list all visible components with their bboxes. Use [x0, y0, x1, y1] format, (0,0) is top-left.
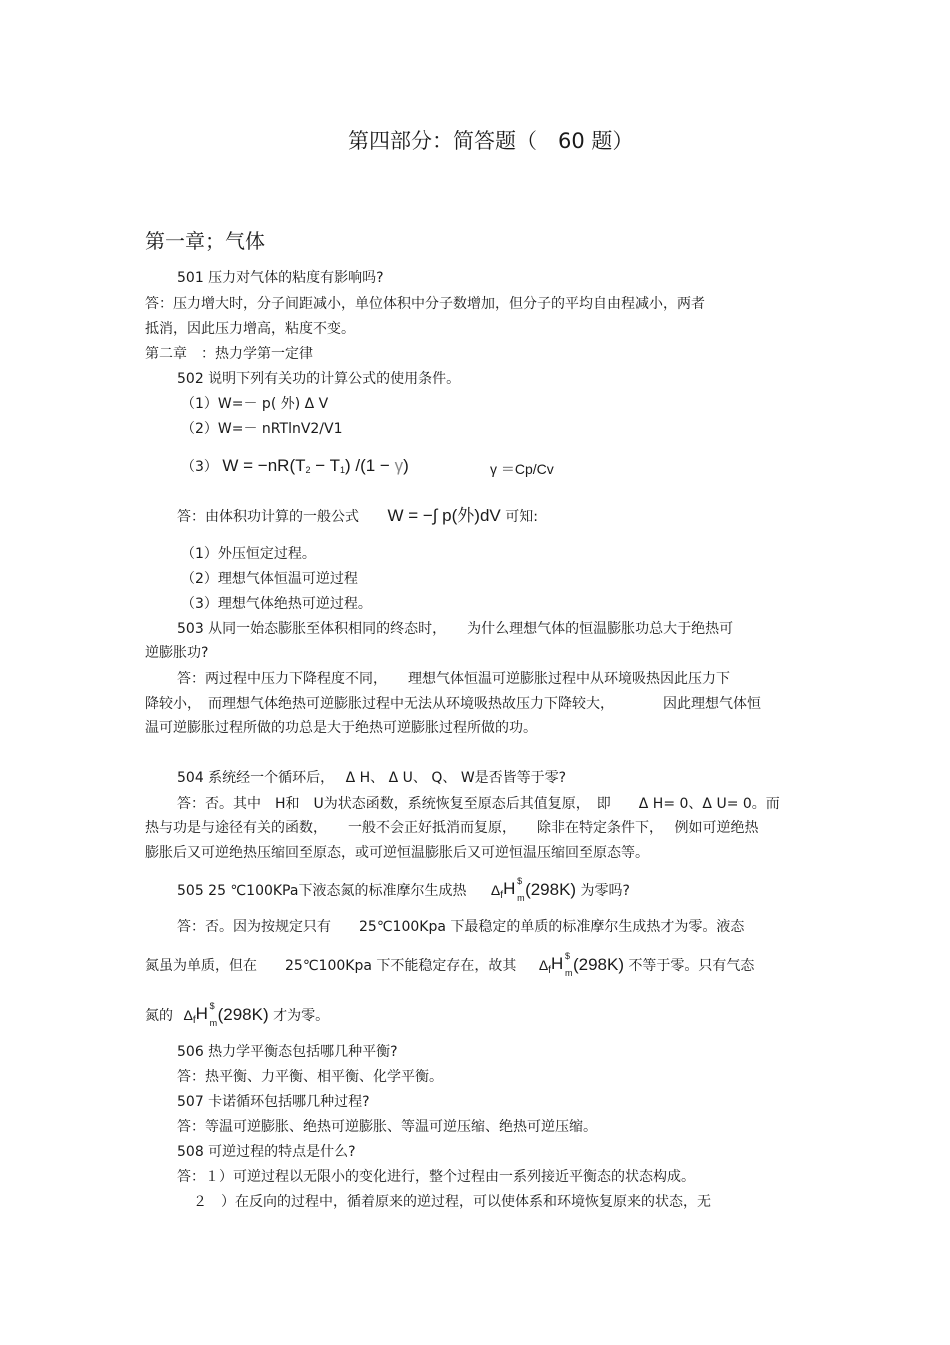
question-503-line-1: 503 从同一始态膨胀至体积相同的终态时， 为什么理想气体的恒温膨胀功总大于绝热可	[177, 621, 734, 637]
chapter-heading-gases: 第一章；气体	[145, 229, 265, 253]
question-502-item-2: （2）W=－ nRTlnV2/V1	[181, 421, 343, 437]
question-504: 504 系统经一个循环后， Δ H、 Δ U、 Q、 W是否皆等于零?	[177, 770, 567, 786]
item-3-label: （3）	[181, 459, 218, 475]
formation-enthalpy-symbol: $\Delta_f$ H $ m (298K)	[183, 1001, 269, 1028]
answer-505-line-1: 答：否。因为按规定只有 25℃100Kpa 下最稳定的单质的标准摩尔生成热才为零。液态	[177, 919, 745, 935]
question-503-line-2: 逆膨胀功?	[145, 645, 209, 661]
answer-506: 答：热平衡、力平衡、相平衡、化学平衡。	[177, 1069, 443, 1085]
question-501: 501 压力对气体的粘度有影响吗?	[177, 270, 384, 286]
answer-508-item-2: ２ ）在反向的过程中，循着原来的逆过程，可以使体系和环境恢复原来的状态，无	[193, 1194, 711, 1210]
answer-504-line-2: 热与功是与途径有关的函数， 一般不会正好抵消而复原， 除非在特定条件下， 例如可逆绝热	[145, 820, 759, 836]
answer-502-item-1: （1）外压恒定过程。	[181, 546, 316, 562]
answer-505-line-2: 氮虽为单质，但在 25℃100Kpa 下不能稳定存在，故其 $\Delta_f$ H $ m (298K) 不等于零。只有气态	[145, 951, 755, 978]
answer-501-line-2: 抵消，因此压力增高，粘度不变。	[145, 321, 355, 337]
question-502-item-1: （1）W=－ p( 外) Δ V	[181, 396, 329, 412]
answer-502-item-3: （3）理想气体绝热可逆过程。	[181, 596, 372, 612]
volume-work-formula: W = −∫ p(外)dV	[387, 506, 501, 525]
answer-501-line-1: 答：压力增大时，分子间距减小，单位体积中分子数增加，但分子的平均自由程减小，两者	[145, 296, 705, 312]
question-502-item-3	[181, 455, 409, 481]
question-507: 507 卡诺循环包括哪几种过程?	[177, 1094, 370, 1110]
answer-503-line-3: 温可逆膨胀过程所做的功总是大于绝热可逆膨胀过程所做的功。	[145, 720, 537, 736]
formation-enthalpy-symbol: $\Delta_f$ H $ m (298K)	[538, 951, 624, 978]
answer-508-item-1: 答：１）可逆过程以无限小的变化进行，整个过程由一系列接近平衡态的状态构成。	[177, 1169, 695, 1185]
chapter-heading-thermo-first-law: 第二章 ：热力学第一定律	[145, 346, 313, 362]
question-508: 508 可逆过程的特点是什么?	[177, 1144, 356, 1160]
answer-504-line-1: 答：否。其中 H和 U为状态函数，系统恢复至原态后其值复原， 即 Δ H= 0、Δ U= 0。而	[177, 796, 780, 812]
formation-enthalpy-symbol: $\Delta_f$ H $ m (298K)	[490, 876, 577, 903]
answer-502-item-2: （2）理想气体恒温可逆过程	[181, 571, 358, 587]
question-506: 506 热力学平衡态包括哪几种平衡?	[177, 1044, 398, 1060]
answer-502-intro: 答：由体积功计算的一般公式 W = −∫ p(外)dV 可知:	[177, 506, 538, 525]
answer-505-line-3: 氮的 $\Delta_f$ H $ m (298K) 才为零。	[145, 1001, 330, 1028]
question-505: 505 25 ℃100KPa下液态氮的标准摩尔生成热 $\Delta_f$ H $ m (298K) 为零吗?	[177, 876, 630, 903]
answer-503-line-1: 答：两过程中压力下降程度不同， 理想气体恒温可逆膨胀过程中从环境吸热因此压力下	[177, 671, 730, 687]
adiabatic-work-formula: $W = -nR(T_2 - T_1) /(1 - \gamma)$	[222, 456, 409, 475]
answer-503-line-2: 降较小， 而理想气体绝热可逆膨胀过程中无法从环境吸热故压力下降较大， 因此理想气体恒	[145, 696, 761, 712]
page-title: 第四部分：简答题（ 60 题）	[348, 129, 634, 153]
answer-507: 答：等温可逆膨胀、绝热可逆膨胀、等温可逆压缩、绝热可逆压缩。	[177, 1119, 597, 1135]
answer-504-line-3: 膨胀后又可逆绝热压缩回至原态，或可逆恒温膨胀后又可逆恒温压缩回至原态等。	[145, 845, 649, 861]
gamma-definition: γ ＝Cp/Cv	[490, 461, 554, 477]
question-502: 502 说明下列有关功的计算公式的使用条件。	[177, 371, 461, 387]
